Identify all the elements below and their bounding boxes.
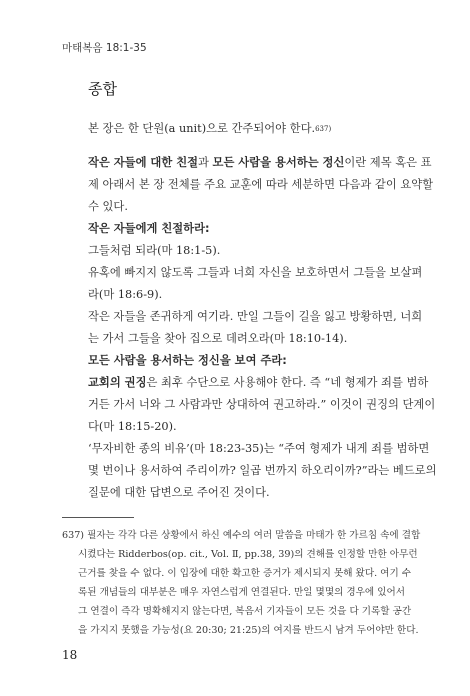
footnote-line: 637) 필자는 각각 다른 상황에서 하신 예수의 여러 말씀을 마태가 한 가르침 속에 결합 bbox=[62, 530, 421, 541]
bold-term: 교회의 권징 bbox=[88, 376, 147, 389]
paragraph-line: ‘무자비한 종의 비유’(마 18:23-35)는 “주여 형제가 내게 죄를 범하면 bbox=[88, 442, 430, 455]
text-span: 과 bbox=[198, 156, 213, 169]
footnote-line: 을 가지지 못했을 가능성(요 20:30; 21:25)의 여지를 반드시 남겨 두어야만 한다. bbox=[78, 625, 419, 636]
bold-term: 모든 사람을 용서하는 정신 bbox=[212, 156, 345, 169]
paragraph-line: 그들처럼 되라(마 18:1-5). bbox=[88, 244, 221, 257]
paragraph-line: 다(마 18:15-20). bbox=[88, 420, 177, 433]
footnote-line: 근거를 찾을 수 없다. 이 입장에 대한 확고한 증거가 제시되지 못해 왔다. 여기 수 bbox=[78, 568, 412, 579]
paragraph-line: 라(마 18:6-9). bbox=[88, 288, 163, 301]
footnote-line: 그 연결이 즉각 명확해지지 않는다면, 복음서 기자들이 모든 것을 다 기록할 공간 bbox=[78, 606, 412, 617]
text-span: 이란 제목 혹은 표 bbox=[344, 156, 432, 169]
subheading: 모든 사람을 용서하는 정신을 보여 주라: bbox=[88, 354, 287, 367]
paragraph-line: 작은 자들을 존귀하게 여기라. 만일 그들이 길을 잃고 방황하면, 너희 bbox=[88, 310, 423, 323]
paragraph-line: 질문에 대한 답변으로 주어진 것이다. bbox=[88, 486, 270, 499]
text-span: 은 최후 수단으로 사용해야 한다. 즉 “네 형제가 죄를 범하 bbox=[146, 376, 429, 389]
paragraph-line: 제 아래서 본 장 전체를 주요 교훈에 따라 세분하면 다음과 같이 요약할 bbox=[88, 178, 434, 191]
subheading: 작은 자들에게 친절하라: bbox=[88, 222, 210, 235]
paragraph-line: 몇 번이나 용서하여 주리이까? 일곱 번까지 하오리이까?”라는 베드로의 bbox=[88, 464, 437, 477]
paragraph-line: 거든 가서 너와 그 사람과만 상대하여 권고하라.” 이것이 권징의 단계이 bbox=[88, 398, 436, 411]
running-head: 마태복음 18:1-35 bbox=[62, 42, 147, 54]
paragraph-line: 는 가서 그들을 찾아 집으로 데려오라(마 18:10-14). bbox=[88, 332, 348, 345]
footnote-divider bbox=[62, 517, 134, 518]
paragraph-line bbox=[88, 118, 418, 140]
section-title: 종합 bbox=[88, 80, 117, 98]
page-number: 18 bbox=[62, 648, 78, 662]
footnote-line: 시켰다는 Ridderbos(op. cit., Vol. Ⅱ, pp.38, 39)의 견해를 인정할 만한 아무런 bbox=[78, 549, 418, 560]
footnote-line: 록된 개념들의 대부분은 매우 자연스럽게 연결된다. 만일 몇몇의 경우에 있어서 bbox=[78, 587, 406, 598]
paragraph-line bbox=[88, 372, 429, 394]
paragraph-line: 수 있다. bbox=[88, 200, 128, 213]
paragraph-line: 유혹에 빠지지 않도록 그들과 너희 자신을 보호하면서 그들을 보살펴 bbox=[88, 266, 423, 279]
footnote-ref[interactable]: 637) bbox=[315, 125, 332, 133]
text-span: 본 장은 한 단원(a unit)으로 간주되어야 한다. bbox=[88, 122, 316, 135]
bold-term: 작은 자들에 대한 친절 bbox=[88, 156, 199, 169]
paragraph-line bbox=[88, 152, 432, 174]
